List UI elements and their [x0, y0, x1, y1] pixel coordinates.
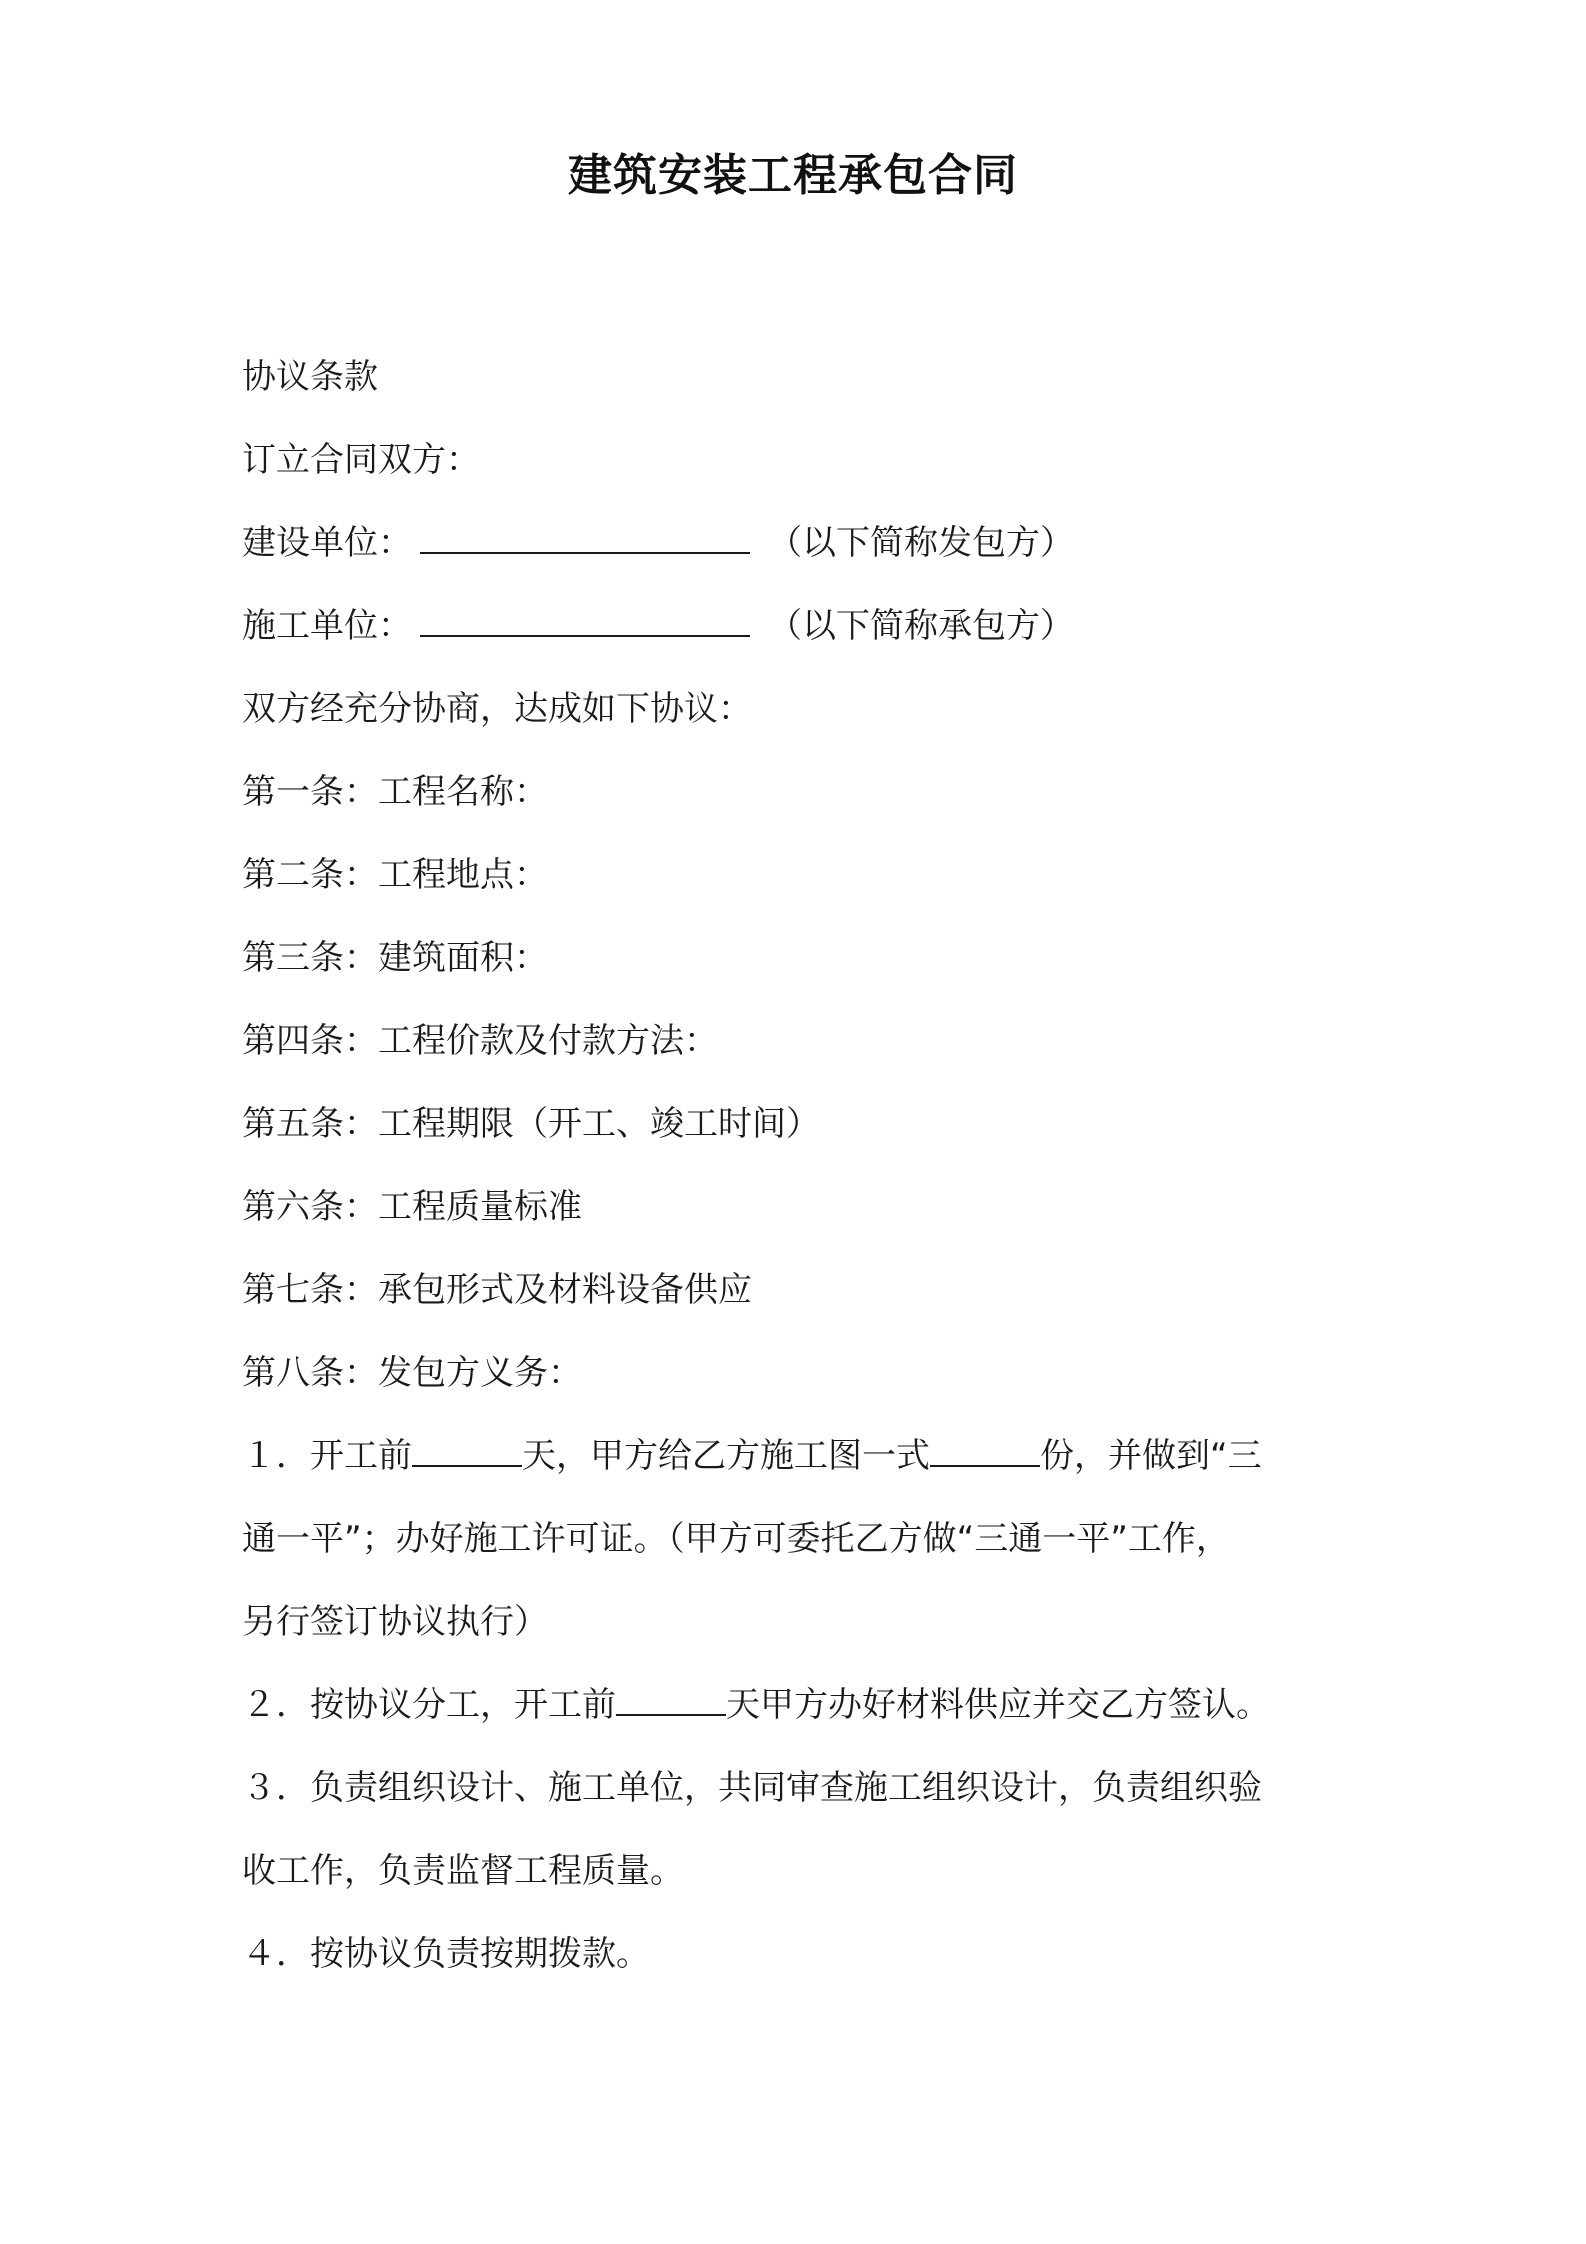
item-3-text-1: 负责组织设计、施工单位，共同审查施工组织设计，负责组织验 [310, 1768, 1262, 1808]
article-3: 第三条：建筑面积： [242, 938, 548, 978]
item-1-number: １． [242, 1436, 310, 1476]
item-2-days-blank[interactable] [616, 1686, 726, 1716]
item-3-number: ３． [242, 1768, 310, 1808]
section-heading: 协议条款 [242, 357, 378, 397]
item-1-copies-blank[interactable] [930, 1437, 1040, 1467]
item-4-line [242, 1913, 1362, 1996]
item-1-line-3: 另行签订协议执行） [242, 1602, 548, 1642]
item-4-text: 按协议负责按期拨款。 [310, 1934, 650, 1974]
article-8: 第八条：发包方义务： [242, 1353, 582, 1393]
article-2: 第二条：工程地点： [242, 855, 548, 895]
item-1-part-b: 天，甲方给乙方施工图一式 [522, 1436, 930, 1476]
item-1-line-1 [242, 1415, 1362, 1498]
item-1-line-2: 通一平”；办好施工许可证。（甲方可委托乙方做“三通一平”工作， [242, 1519, 1230, 1559]
item-2-part-a: 按协议分工，开工前 [310, 1685, 616, 1725]
item-3-line-2: 收工作，负责监督工程质量。 [242, 1851, 684, 1891]
parties-intro: 订立合同双方： [242, 440, 480, 480]
document-body [242, 336, 1362, 1996]
contractor-line [242, 585, 1362, 668]
owner-name-blank[interactable] [420, 524, 750, 554]
item-4-number: ４． [242, 1934, 310, 1974]
item-3-line-1 [242, 1747, 1362, 1830]
contractor-name-blank[interactable] [420, 607, 750, 637]
item-1-part-c: 份，并做到“三 [1040, 1436, 1262, 1476]
item-2-number: ２． [242, 1685, 310, 1725]
item-1-part-a: 开工前 [310, 1436, 412, 1476]
article-5: 第五条：工程期限（开工、竣工时间） [242, 1104, 820, 1144]
item-1-days-blank[interactable] [412, 1437, 522, 1467]
article-4: 第四条：工程价款及付款方法： [242, 1021, 718, 1061]
item-2-line [242, 1664, 1362, 1747]
article-6: 第六条：工程质量标准 [242, 1187, 582, 1227]
owner-line [242, 502, 1362, 585]
agreement-intro: 双方经充分协商，达成如下协议： [242, 689, 752, 729]
owner-note: （以下简称发包方） [768, 523, 1074, 563]
contractor-label: 施工单位： [242, 606, 412, 646]
owner-label: 建设单位： [242, 523, 412, 563]
contractor-note: （以下简称承包方） [768, 606, 1074, 646]
article-7: 第七条：承包形式及材料设备供应 [242, 1270, 752, 1310]
article-1: 第一条：工程名称： [242, 772, 548, 812]
item-2-part-b: 天甲方办好材料供应并交乙方签认。 [726, 1685, 1270, 1725]
document-title: 建筑安装工程承包合同 [568, 150, 1018, 201]
